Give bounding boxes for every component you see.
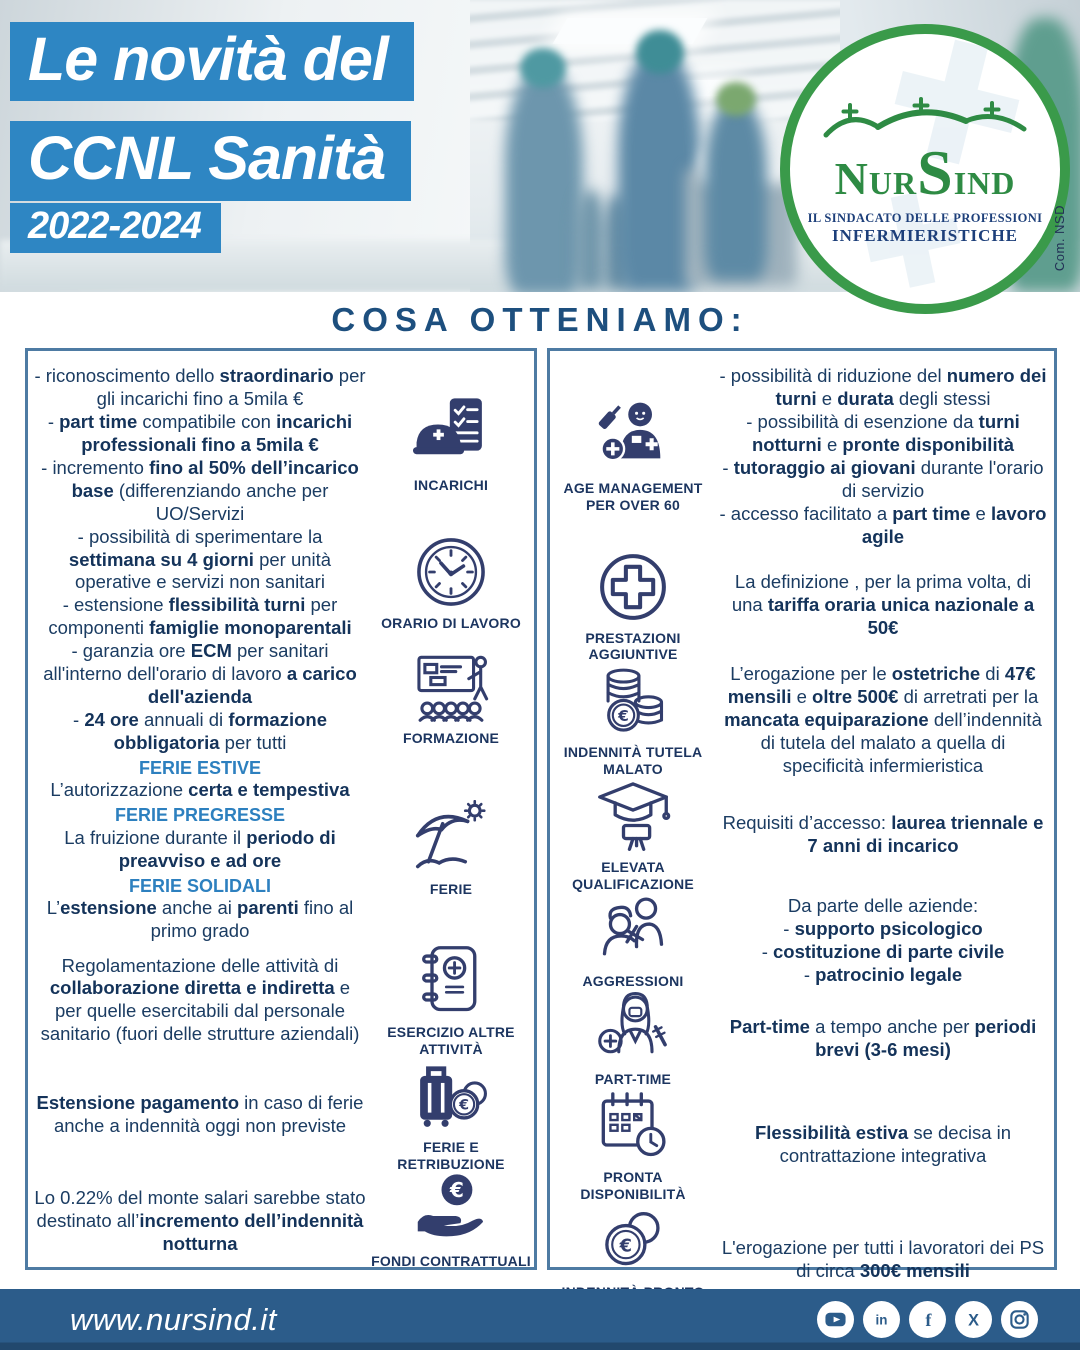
text-paragraph: La fruizione durante il periodo di preavviso e ad ore <box>64 826 336 871</box>
nurse-cap-checklist-icon <box>413 396 489 472</box>
page-title <box>10 22 414 253</box>
text-paragraph: - costituzione di parte civile <box>761 941 1005 963</box>
social-icons <box>817 1301 1038 1338</box>
icon-label: INDENNITÀ TUTELA MALATO <box>563 744 703 777</box>
row-text-ferie-e-retribuzione <box>30 1092 370 1138</box>
logo-subtitle-1: IL SINDACATO DELLE PROFESSIONI <box>807 210 1043 225</box>
logo-wordmark: NurSind <box>834 136 1016 208</box>
text-paragraph: - incremento fino al 50% dell’incarico base (differenziando anche per UO/Servizi <box>41 456 359 524</box>
credit-text: Com. NSD <box>1052 205 1067 272</box>
nursind-logo <box>780 24 1070 314</box>
right-column <box>547 348 1057 1281</box>
text-paragraph: Flessibilità estiva se decisa in contrattazione integrativa <box>754 1122 1012 1167</box>
text-paragraph: - accesso facilitato a part time e lavoro agile <box>719 502 1047 547</box>
row-ferie <box>30 755 532 943</box>
text-paragraph: - garanzia ore ECM per sanitari all'interno dell'orario di lavoro a carico dell'azienda <box>43 640 357 708</box>
icon-label: INCARICHI <box>413 477 489 494</box>
x-icon <box>962 1308 985 1331</box>
text-paragraph: - possibilità di riduzione del numero dei turni e durata degli stessi <box>719 365 1047 409</box>
senior-nurse-icon <box>595 399 671 475</box>
text-paragraph: L’estensione anche ai parenti fino al primo grado <box>46 897 354 942</box>
icon-cell-ferie <box>370 800 532 898</box>
linkedin-icon <box>870 1308 893 1331</box>
page-title-line-3: 2022-2024 <box>10 203 221 254</box>
nurse-figure <box>505 70 583 292</box>
text-paragraph: - possibilità di sperimentare la settimana su 4 giorni per unità operative e servizi non sanitari <box>68 525 332 593</box>
hand-euro-coin-icon <box>413 1172 489 1248</box>
icon-cell-pronta-disponibilit <box>552 1088 714 1203</box>
subheading: FERIE SOLIDALI <box>128 875 271 896</box>
icon-cell-elevata-qualificazione <box>552 778 714 893</box>
icon-cell-age-management-per-over-60 <box>552 399 714 514</box>
text-paragraph: - estensione flessibilità turni per componenti famiglie monoparentali <box>48 594 352 639</box>
row-elevata-qualificazione <box>552 778 1052 893</box>
row-formazione <box>30 640 532 755</box>
row-text-aggressioni <box>714 895 1052 987</box>
row-text-orario-di-lavoro <box>30 526 370 641</box>
icon-cell-formazione <box>370 649 532 747</box>
row-text-pronta-disponibilit <box>714 1122 1052 1168</box>
row-text-part-time <box>714 1016 1052 1062</box>
row-text-fondi-contrattuali <box>30 1187 370 1256</box>
x-button[interactable] <box>955 1301 992 1338</box>
text-paragraph: Lo 0.22% del monte salari sarebbe stato destinato all’incremento dell’indennità notturna <box>34 1186 366 1254</box>
row-aggressioni <box>552 892 1052 990</box>
text-paragraph: - possibilità di esenzione da turni notturni e pronte disponibilità <box>746 410 1020 455</box>
text-paragraph: Estensione pagamento in caso di ferie anche a indennità oggi non previste <box>36 1092 364 1137</box>
nurse-syringe-icon <box>595 990 671 1066</box>
euro-coins-stack-icon <box>595 663 671 739</box>
row-age-management-per-over-60 <box>552 365 1052 549</box>
icon-label: FORMAZIONE <box>402 729 500 746</box>
row-text-indennit-pronto-soccorso <box>714 1237 1052 1283</box>
text-paragraph: - 24 ore annuali di formazione obbligatoria per tutti <box>73 709 327 753</box>
youtube-icon <box>824 1308 847 1331</box>
text-paragraph: L’erogazione per le ostetriche di 47€ mensili e oltre 500€ di arretrati per la mancata equiparazione dell’indennità di tutela del malato a quella di specificità infermieristica <box>724 663 1042 776</box>
euro-coins-icon <box>595 1203 671 1279</box>
row-text-ferie <box>30 755 370 943</box>
row-text-age-management-per-over-60 <box>714 365 1052 549</box>
light-panel <box>552 18 707 44</box>
row-text-prestazioni-aggiuntive <box>714 571 1052 640</box>
row-ferie-e-retribuzione <box>30 1058 532 1173</box>
row-orario-di-lavoro <box>30 526 532 641</box>
subheading: FERIE ESTIVE <box>138 757 262 778</box>
text-paragraph: - part time compatibile con incarichi professionali fino a 5mila € <box>47 410 353 455</box>
page-title-line-2: CCNL Sanità <box>10 121 411 200</box>
icon-label: PART-TIME <box>594 1071 672 1088</box>
medical-notebook-icon <box>413 943 489 1019</box>
text-paragraph: Requisiti d’accesso: laurea triennale e 7 anni di incarico <box>722 812 1044 857</box>
text-paragraph: La definizione , per la prima volta, di una tariffa oraria unica nazionale a 50€ <box>731 571 1035 639</box>
training-presentation-icon <box>413 649 489 725</box>
icon-label: FONDI CONTRATTUALI <box>371 1253 531 1270</box>
medical-cross-circle-icon <box>595 549 671 625</box>
icon-label: ELEVATA QUALIFICAZIONE <box>572 858 694 892</box>
youtube-button[interactable] <box>817 1301 854 1338</box>
nurse-cap <box>636 30 684 74</box>
graduation-cap-icon <box>595 778 671 854</box>
beach-umbrella-icon <box>413 800 489 876</box>
nurse-cap <box>520 48 566 88</box>
icon-label: PRESTAZIONI AGGIUNTIVE <box>585 629 681 663</box>
linkedin-button[interactable] <box>863 1301 900 1338</box>
distant-figure <box>575 190 605 290</box>
row-pronta-disponibilit <box>552 1088 1052 1203</box>
icon-cell-aggressioni <box>552 892 714 990</box>
text-paragraph: - patrocinio legale <box>803 964 963 986</box>
logo-subtitle-2: INFERMIERISTICHE <box>831 225 1019 245</box>
icon-label: AGE MANAGEMENT PER OVER 60 <box>563 480 703 514</box>
text-paragraph: Da parte delle aziende: <box>787 895 979 917</box>
hairnet-cap <box>716 82 756 116</box>
calendar-clock-icon <box>595 1088 671 1164</box>
row-incarichi <box>30 365 532 526</box>
icon-cell-prestazioni-aggiuntive <box>552 549 714 664</box>
row-part-time <box>552 990 1052 1088</box>
icon-label: FERIE <box>429 881 473 898</box>
text-paragraph: L'erogazione per tutti i lavoratori dei PS di circa 300€ mensili <box>721 1236 1045 1281</box>
row-text-formazione <box>30 640 370 755</box>
text-paragraph: - tutoraggio ai giovani durante l'orario di servizio <box>722 456 1044 501</box>
row-text-elevata-qualificazione <box>714 812 1052 858</box>
website-url[interactable]: www.nursind.it <box>70 1301 277 1337</box>
subheading: FERIE PREGRESSE <box>114 805 286 826</box>
row-text-indennit-tutela-malato <box>714 663 1052 778</box>
clock-icon <box>413 534 489 610</box>
facebook-button[interactable] <box>909 1301 946 1338</box>
facebook-icon <box>916 1308 939 1331</box>
left-column <box>25 348 537 1270</box>
row-text-esercizio-altre-attivit <box>30 955 370 1047</box>
row-fondi-contrattuali <box>30 1172 532 1270</box>
icon-cell-incarichi <box>370 396 532 494</box>
icon-cell-fondi-contrattuali <box>370 1172 532 1270</box>
text-paragraph: Regolamentazione delle attività di collaborazione diretta e indiretta e per quelle esercitabili dal personale sanitario (fuori delle strutture aziendali) <box>40 954 360 1045</box>
footer-bar <box>0 1289 1080 1350</box>
text-paragraph: L’autorizzazione certa e tempestiva <box>50 779 350 801</box>
text-paragraph: - supporto psicologico <box>783 918 983 940</box>
row-text-incarichi <box>30 365 370 526</box>
row-esercizio-altre-attivit <box>30 943 532 1058</box>
icon-cell-orario-di-lavoro <box>370 534 532 632</box>
icon-label: FERIE E RETRIBUZIONE <box>397 1138 505 1172</box>
page-title-line-1: Le novità del <box>10 22 414 101</box>
icon-cell-ferie-e-retribuzione <box>370 1058 532 1173</box>
icon-label: PRONTA DISPONIBILITÀ <box>580 1168 686 1202</box>
instagram-button[interactable] <box>1001 1301 1038 1338</box>
icon-cell-part-time <box>552 990 714 1088</box>
suitcase-euro-icon <box>413 1058 489 1134</box>
icon-cell-esercizio-altre-attivit <box>370 943 532 1058</box>
nurse-figure <box>705 100 767 280</box>
text-paragraph: - riconoscimento dello straordinario per gli incarichi fino a 5mila € <box>34 365 366 409</box>
row-prestazioni-aggiuntive <box>552 549 1052 664</box>
icon-cell-indennit-tutela-malato <box>552 663 714 778</box>
icon-label: ESERCIZIO ALTRE ATTIVITÀ <box>387 1024 515 1057</box>
section-title: COSA OTTENIAMO: <box>331 301 749 338</box>
instagram-icon <box>1008 1308 1031 1331</box>
icon-label: ORARIO DI LAVORO <box>381 615 521 631</box>
row-indennit-tutela-malato <box>552 663 1052 778</box>
text-paragraph: Part-time a tempo anche per periodi brevi (3-6 mesi) <box>729 1016 1037 1061</box>
icon-label: AGGRESSIONI <box>582 973 684 990</box>
two-people-struggle-icon <box>595 892 671 968</box>
